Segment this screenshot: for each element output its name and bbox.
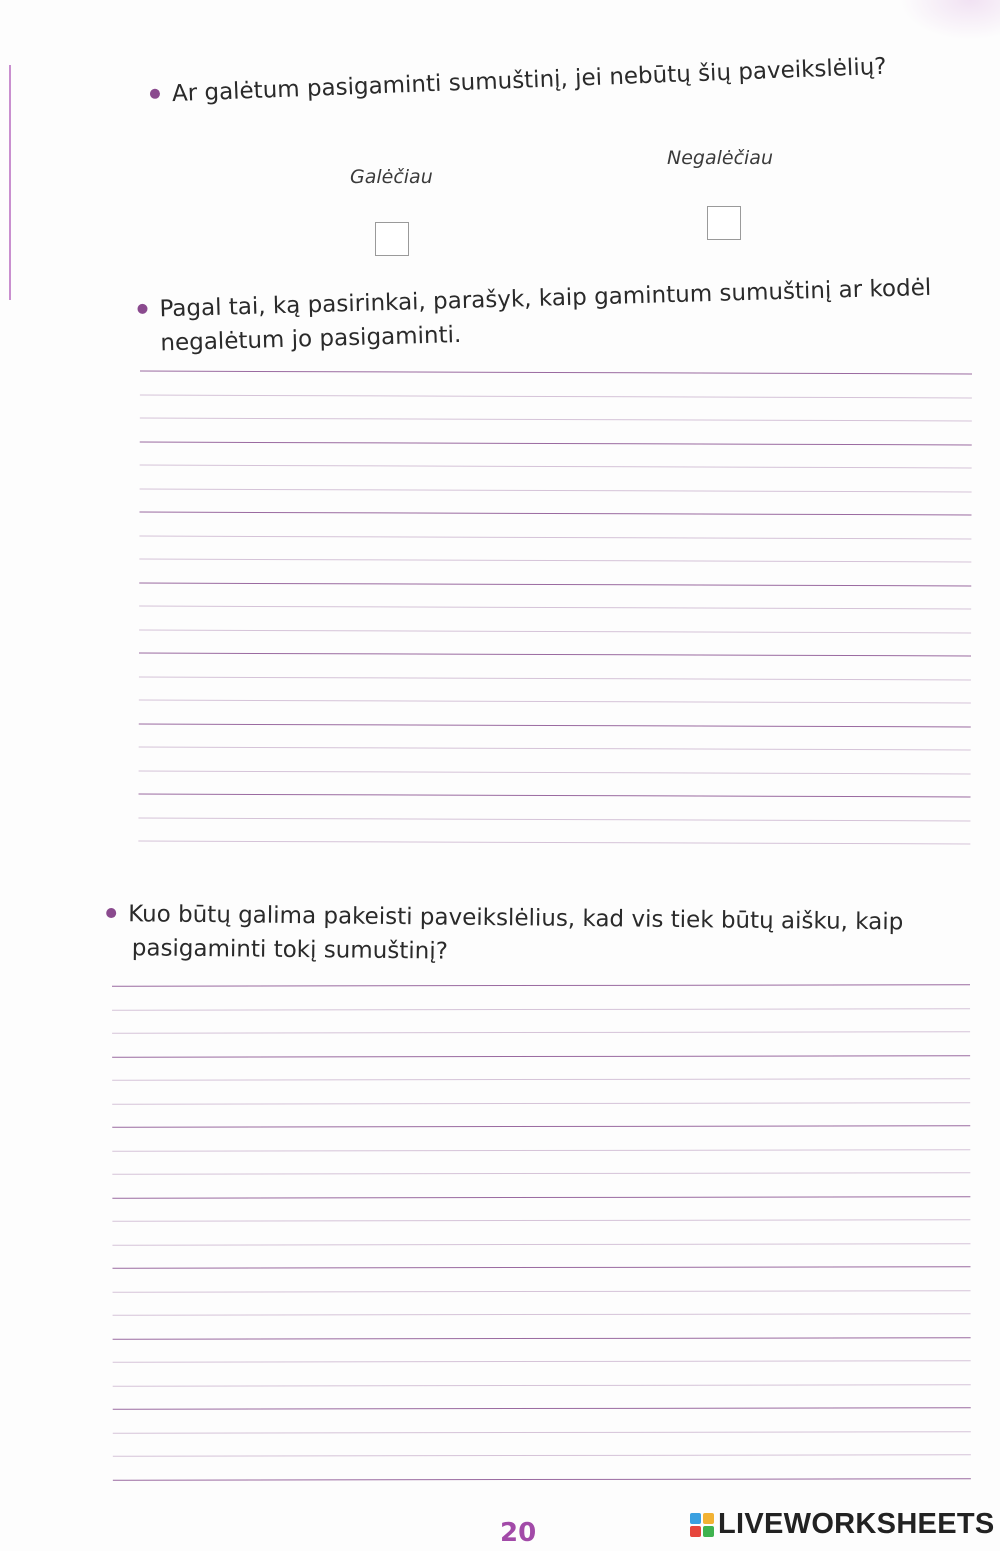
writing-line <box>139 747 971 751</box>
question-3-line-2: pasigaminti tokį sumuštinį? <box>131 935 449 965</box>
writing-line <box>139 794 971 798</box>
liveworksheets-logo-icon <box>690 1513 714 1537</box>
writing-line <box>139 676 971 680</box>
question-3-line-1: Kuo būtų galima pakeisti paveikslėlius, kad vis tiek būtų aišku, kaip <box>128 901 904 936</box>
writing-line <box>112 1219 970 1221</box>
writing-line <box>113 1431 971 1433</box>
writing-line <box>113 1313 971 1315</box>
writing-line <box>112 1078 970 1080</box>
writing-line <box>139 723 971 727</box>
writing-line <box>113 1407 971 1409</box>
writing-line <box>113 1454 971 1456</box>
question-2 <box>137 271 933 361</box>
writing-line <box>113 1290 971 1292</box>
corner-tint <box>900 0 1000 40</box>
writing-line <box>112 1266 970 1268</box>
writing-line <box>138 841 970 845</box>
question-3 <box>106 897 904 973</box>
brand-logo <box>690 1508 995 1541</box>
brand-name: LIVEWORKSHEETS <box>718 1508 995 1540</box>
writing-line <box>140 441 972 445</box>
bullet-icon <box>137 303 147 313</box>
writing-line <box>112 1031 970 1033</box>
writing-line <box>138 817 970 821</box>
option-galeciau-label: Galėčiau <box>350 166 433 188</box>
question-2-line-2: negalėtum jo pasigaminti. <box>160 321 462 357</box>
writing-line <box>112 1102 970 1104</box>
question-1-text: Ar galėtum pasigaminti sumuštinį, jei nebūtų šių paveikslėlių? <box>171 53 887 108</box>
writing-line <box>139 606 971 610</box>
writing-line <box>112 984 970 986</box>
writing-line <box>140 488 972 492</box>
writing-line <box>112 1243 970 1245</box>
bullet-icon <box>106 908 116 918</box>
writing-line <box>112 1008 970 1010</box>
answer-area-2[interactable] <box>112 984 970 985</box>
writing-line <box>139 559 971 563</box>
writing-line <box>112 1196 970 1198</box>
checkbox-negaleciau[interactable] <box>707 206 741 240</box>
bullet-icon <box>150 88 160 98</box>
writing-line <box>140 512 972 516</box>
logo-square <box>703 1513 714 1524</box>
writing-line <box>113 1478 971 1480</box>
writing-line <box>139 700 971 704</box>
writing-line <box>113 1384 971 1386</box>
writing-line <box>140 418 972 422</box>
writing-line <box>140 465 972 469</box>
page-number: 20 <box>500 1518 537 1548</box>
writing-line <box>139 629 971 633</box>
logo-square <box>690 1526 701 1537</box>
writing-line <box>112 1172 970 1174</box>
option-negaleciau-label: Negalėčiau <box>667 147 773 169</box>
question-1 <box>149 50 887 112</box>
writing-line <box>112 1125 970 1127</box>
writing-line <box>112 1055 970 1057</box>
writing-line <box>140 371 972 375</box>
margin-line <box>9 65 11 300</box>
writing-line <box>139 582 971 586</box>
writing-line <box>139 653 971 657</box>
writing-line <box>139 535 971 539</box>
logo-square <box>703 1526 714 1537</box>
question-2-line-1: Pagal tai, ką pasirinkai, parašyk, kaip gamintum sumuštinį ar kodėl <box>159 274 932 323</box>
writing-line <box>112 1149 970 1151</box>
writing-line <box>139 770 971 774</box>
writing-line <box>113 1360 971 1362</box>
writing-line <box>113 1337 971 1339</box>
writing-line <box>140 394 972 398</box>
answer-area-1[interactable] <box>140 371 972 374</box>
checkbox-galeciau[interactable] <box>375 222 409 256</box>
logo-square <box>690 1513 701 1524</box>
